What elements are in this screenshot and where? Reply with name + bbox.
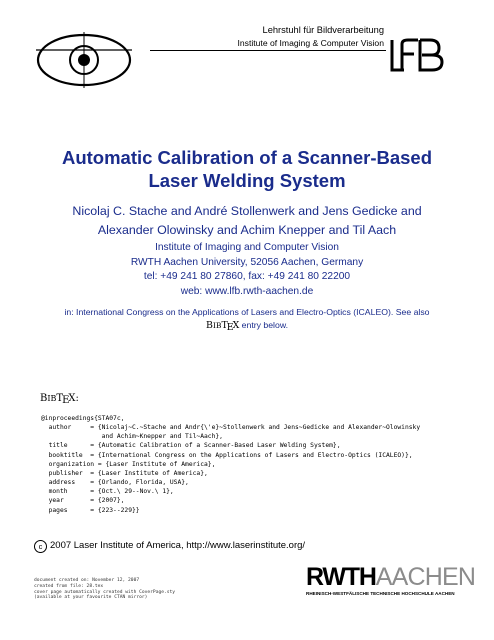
rwth-tagline: RHEINISCH-WESTFÄLISCHE TECHNISCHE HOCHSCHULE AACHEN (306, 591, 455, 596)
lfb-letters-logo (386, 36, 446, 76)
bibtex-line: organization = {Laser Institute of America}, (41, 460, 216, 468)
metadata-line: document created on: November 12, 2007 (34, 578, 140, 583)
bibtex-line: year = {2007}, (41, 497, 125, 505)
publication-see-also: BIBTEX entry below. (205, 320, 289, 333)
affiliation-line-1: Institute of Imaging and Computer Vision (155, 242, 339, 253)
bibtex-line: address = {Orlando, Florida, USA}, (41, 479, 189, 487)
metadata-line: (available at your favourite CTAN mirror) (34, 595, 148, 601)
metadata-line: created from file: 28.tex (34, 583, 104, 589)
paper-title (20, 146, 474, 192)
rwth-wordmark: RWTHAACHEN (306, 563, 476, 591)
affiliation-phone: tel: +49 241 80 27860, fax: +49 241 80 22200 (143, 271, 351, 282)
bibtex-line: publisher = {Laser Institute of America}, (41, 469, 208, 477)
bibtex-entry (41, 414, 481, 515)
bibtex-logo-inline: BIBTEX (205, 320, 240, 333)
affiliation-line-2: RWTH Aachen University, 52056 Aachen, Germany (130, 256, 364, 268)
rwth-logo (306, 563, 476, 596)
title-line-2: Laser Welding System (148, 170, 346, 191)
lfb-eye-logo (36, 28, 132, 92)
copyright-icon: c (34, 540, 47, 553)
bibtex-line: pages = {223--229}} (41, 506, 140, 514)
paper-authors (20, 202, 474, 240)
title-line-1: Automatic Calibration of a Scanner-Based (61, 147, 433, 168)
bibtex-line: month = {Oct.\ 29--Nov.\ 1}, (41, 488, 174, 496)
authors-line-2: Alexander Olowinsky and Achim Knepper and Til Aach (97, 223, 397, 237)
header-divider (150, 50, 386, 51)
copyright-text: 2007 Laser Institute of America, http://www.laserinstitute.org/ (50, 540, 306, 551)
institute-subtitle: Institute of Imaging & Computer Vision (237, 38, 384, 48)
bibtex-line: @inproceedings{STA07c, (41, 415, 125, 422)
metadata-line: cover page automatically created with CoverPage.sty (34, 589, 176, 595)
publication-venue: in: International Congress on the Applications of Lasers and Electro-Optics (ICALEO). See also (64, 307, 430, 317)
affiliation (20, 241, 474, 299)
affiliation-web: web: www.lfb.rwth-aachen.de (180, 285, 314, 297)
bibtex-heading: BIBTEX: (40, 393, 79, 406)
document-metadata (34, 578, 175, 601)
bibtex-line: and Achim~Knepper and Til~Aach}, (41, 433, 223, 441)
publication-note (40, 306, 454, 332)
copyright-notice (34, 540, 305, 553)
bibtex-line: title = {Automatic Calibration of a Scanner-Based Laser Welding System}, (41, 442, 341, 450)
authors-line-1: Nicolaj C. Stache and André Stollenwerk and Jens Gedicke and (72, 204, 422, 218)
bibtex-line: booktitle = {International Congress on the Applications of Lasers and Electro-Optics (ICALEO)}, (41, 451, 413, 459)
institute-name: Lehrstuhl für Bildverarbeitung (262, 25, 384, 35)
bibtex-line: author = {Nicolaj~C.~Stache and Andr{\'e}~Stollenwerk and Jens~Gedicke and Alexander~Olowinsky (41, 424, 421, 432)
